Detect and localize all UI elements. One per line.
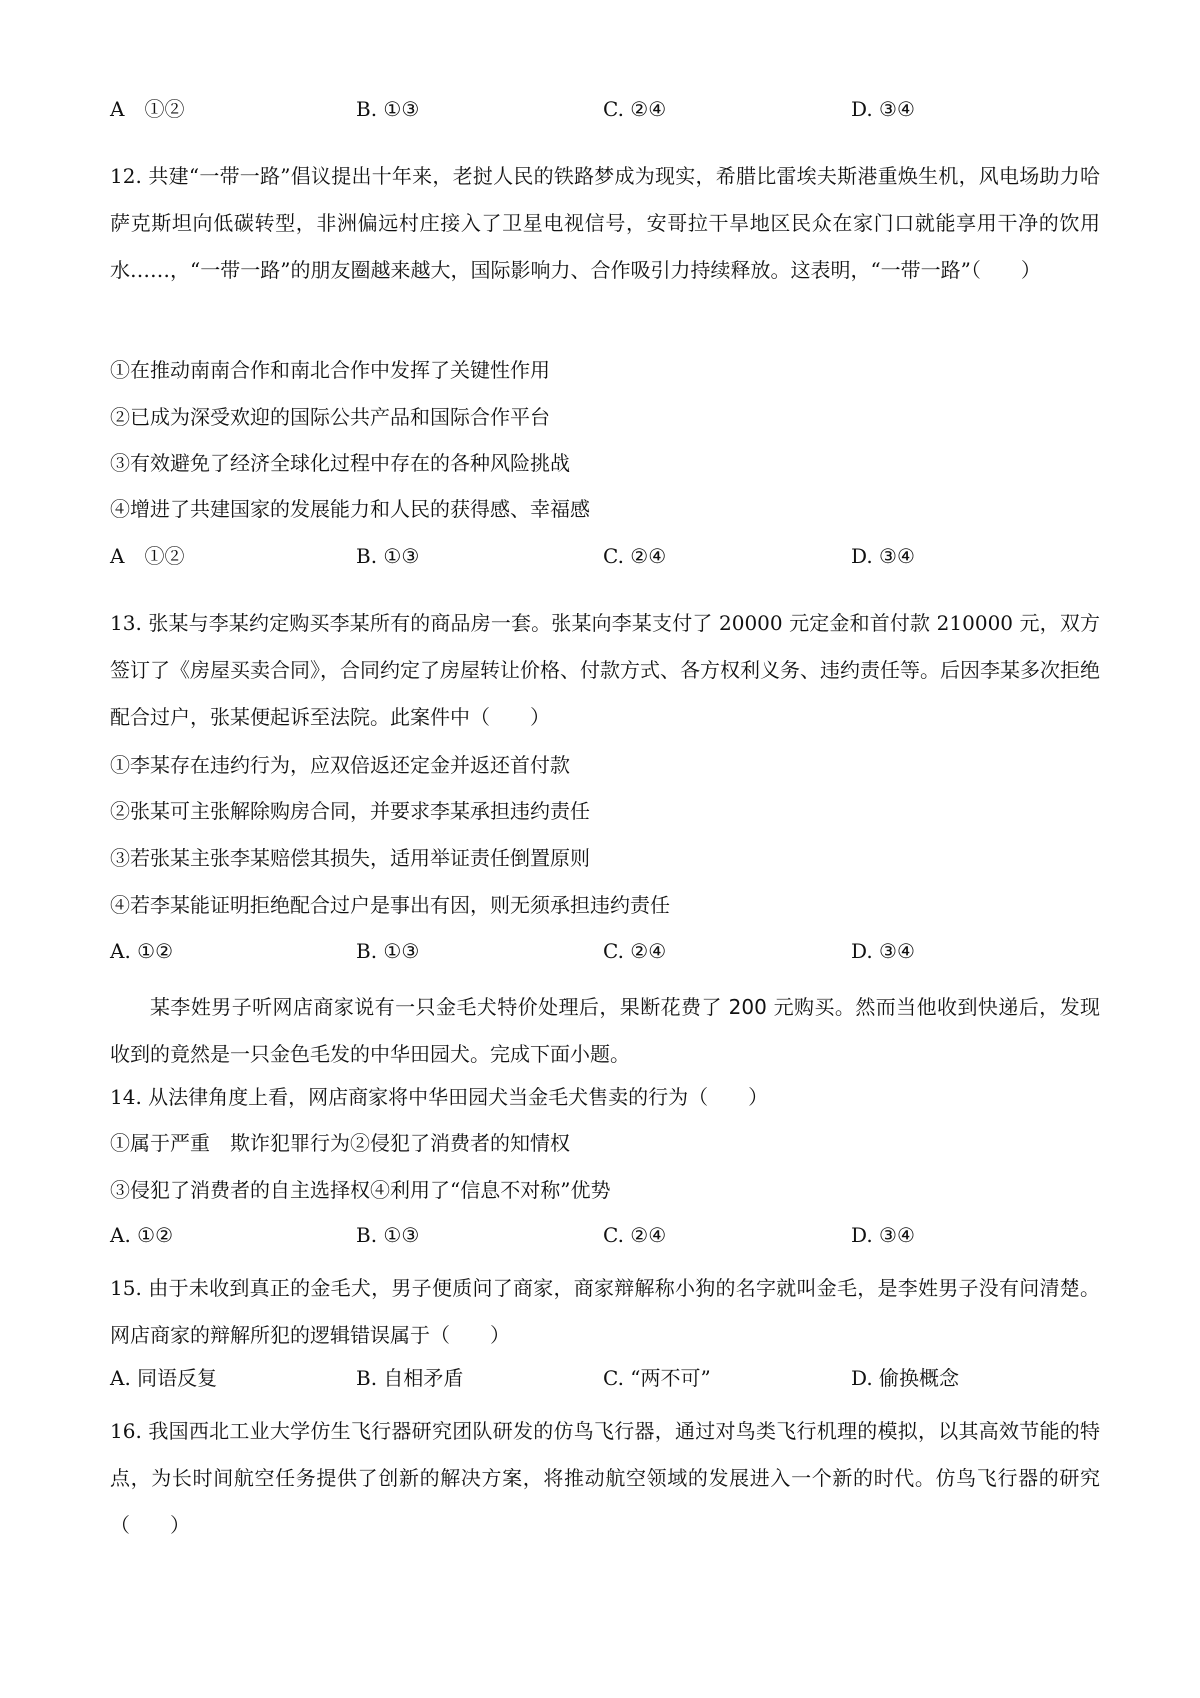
- q14-options: [110, 1222, 1100, 1248]
- q14-items-1: ①属于严重 欺诈犯罪行为②侵犯了消费者的知情权: [110, 1131, 570, 1155]
- option-a: A. ①②: [110, 939, 174, 963]
- option-c: C. “两不可”: [603, 1366, 711, 1390]
- q12-item-3: ③有效避免了经济全球化过程中存在的各种风险挑战: [110, 451, 570, 475]
- option-b: B. ①③: [356, 939, 420, 963]
- q15-options: [110, 1365, 1100, 1391]
- q12-stem: 12. 共建“一带一路”倡议提出十年来，老挝人民的铁路梦成为现实，希腊比雷埃夫斯港重焕生机，风电场助力哈萨克斯坦向低碳转型，非洲偏远村庄接入了卫星电视信号，安哥拉干旱地区民众在家门口就能享用干净的饮用水……，“一带一路”的朋友圈越来越大，国际影响力、合作吸引力持续释放。这表明，“一带一路”（ ）: [110, 164, 1100, 282]
- option-d: D. ③④: [851, 97, 915, 121]
- q12-options: [110, 543, 1100, 569]
- material-passage: 某李姓男子听网店商家说有一只金毛犬特价处理后，果断花费了 200 元购买。然而当他收到快递后，发现收到的竟然是一只金色毛发的中华田园犬。完成下面小题。: [110, 995, 1100, 1066]
- option-c: C. ②④: [603, 939, 667, 963]
- q13-options: [110, 938, 1100, 964]
- q15-stem: 15. 由于未收到真正的金毛犬，男子便质问了商家，商家辩解称小狗的名字就叫金毛，是李姓男子没有问清楚。网店商家的辩解所犯的逻辑错误属于（ ）: [110, 1276, 1100, 1347]
- option-b: B. 自相矛盾: [356, 1366, 464, 1390]
- q12-item-1: ①在推动南南合作和南北合作中发挥了关键性作用: [110, 358, 550, 382]
- option-c: C. ②④: [603, 1223, 667, 1247]
- option-d: D. ③④: [851, 1223, 915, 1247]
- q16-stem: 16. 我国西北工业大学仿生飞行器研究团队研发的仿鸟飞行器，通过对鸟类飞行机理的模拟，以其高效节能的特点，为长时间航空任务提供了创新的解决方案，将推动航空领域的发展进入一个新的时代。仿鸟飞行器的研究（ ）: [110, 1419, 1100, 1537]
- option-b: B. ①③: [356, 544, 420, 568]
- option-a: A. ①②: [110, 1223, 174, 1247]
- q14-items-2: ③侵犯了消费者的自主选择权④利用了“信息不对称”优势: [110, 1178, 611, 1202]
- q13-stem: 13. 张某与李某约定购买李某所有的商品房一套。张某向李某支付了 20000 元定金和首付款 210000 元，双方签订了《房屋买卖合同》，合同约定了房屋转让价格、付款方式、各方权利义务、违约责任等。后因李某多次拒绝配合过户，张某便起诉至法院。此案件中（ ）: [110, 611, 1100, 729]
- q13-item-1: ①李某存在违约行为，应双倍返还定金并返还首付款: [110, 753, 570, 777]
- option-b: B. ①③: [356, 97, 420, 121]
- option-d: D. 偷换概念: [851, 1366, 960, 1390]
- q12-item-4: ④增进了共建国家的发展能力和人民的获得感、幸福感: [110, 497, 590, 521]
- q14-stem: 14. 从法律角度上看，网店商家将中华田园犬当金毛犬售卖的行为（ ）: [110, 1085, 769, 1109]
- option-c: C. ②④: [603, 97, 667, 121]
- option-b: B. ①③: [356, 1223, 420, 1247]
- option-a: A ①②: [110, 544, 185, 568]
- q13-item-2: ②张某可主张解除购房合同，并要求李某承担违约责任: [110, 799, 590, 823]
- q11-options: [110, 96, 1100, 122]
- q13-item-3: ③若张某主张李某赔偿其损失，适用举证责任倒置原则: [110, 846, 590, 870]
- q12-item-2: ②已成为深受欢迎的国际公共产品和国际合作平台: [110, 405, 550, 429]
- option-a: A ①②: [110, 97, 185, 121]
- option-a: A. 同语反复: [110, 1366, 218, 1390]
- q13-item-4: ④若李某能证明拒绝配合过户是事出有因，则无须承担违约责任: [110, 893, 670, 917]
- option-c: C. ②④: [603, 544, 667, 568]
- option-d: D. ③④: [851, 939, 915, 963]
- option-d: D. ③④: [851, 544, 915, 568]
